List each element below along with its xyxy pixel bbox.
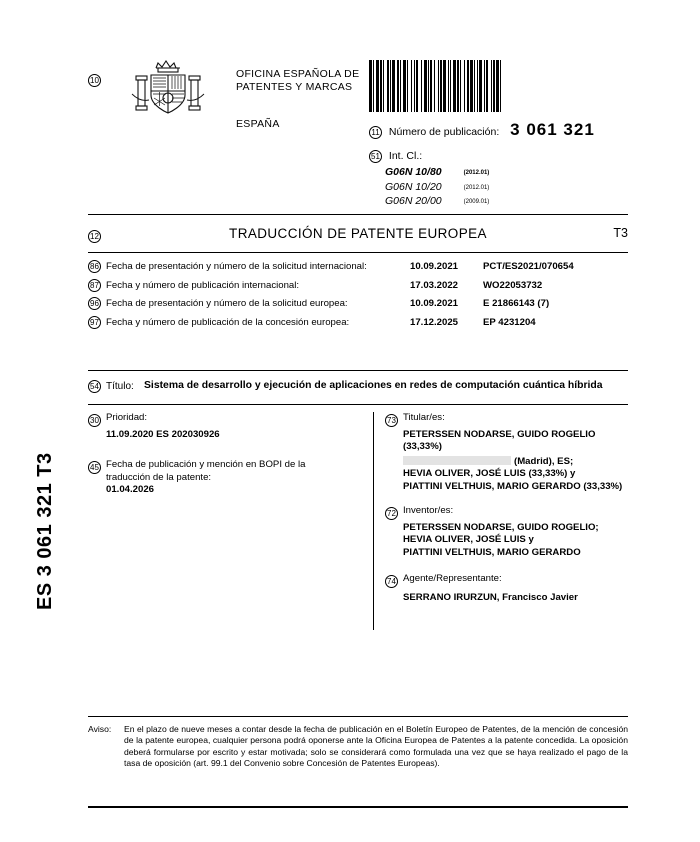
bopi-publication-field — [88, 459, 363, 497]
holders-label: Titular/es: — [403, 412, 445, 423]
spain-coat-of-arms-icon — [118, 58, 218, 120]
code-circle-86: 86 — [88, 260, 101, 273]
int-cl-entry — [385, 181, 489, 196]
document-kind-band — [88, 226, 628, 241]
filing-dates-table — [88, 258, 628, 332]
int-cl-label: Int. Cl.: — [388, 150, 423, 163]
code-circle-51: 51 — [369, 150, 382, 163]
inventor-line3: PIATTINI VELTHUIS, MARIO GERARDO — [403, 546, 581, 558]
row-label: Fecha de presentación y número de la solicitud europea: — [106, 298, 348, 309]
table-row — [88, 258, 628, 277]
code-circle-12: 12 — [88, 230, 101, 243]
int-cl-symbol: G06N 10/20 — [385, 180, 442, 193]
field-code-10 — [88, 72, 101, 90]
column-divider — [373, 412, 374, 630]
office-name — [236, 68, 359, 94]
publication-number-value: 3 061 321 — [510, 120, 595, 139]
int-cl-symbol: G06N 20/00 — [385, 195, 442, 207]
divider-below-notice — [88, 806, 628, 808]
agent-field — [385, 573, 628, 604]
publication-number-label: Número de publicación: — [388, 126, 500, 138]
barcode-icon — [369, 60, 627, 112]
office-name-line1: OFICINA ESPAÑOLA DE — [236, 68, 360, 80]
priority-field — [88, 412, 363, 441]
invention-title-value: Sistema de desarrollo y ejecución de aplicaciones en redes de computación cuántica híbrida — [144, 380, 603, 391]
table-row — [88, 277, 628, 296]
int-cl-entries — [385, 166, 489, 210]
row-number: E 21866143 (7) — [483, 298, 550, 309]
code-circle-96: 96 — [88, 297, 101, 310]
table-row — [88, 314, 628, 333]
row-date: 10.09.2021 — [410, 298, 459, 309]
priority-value: 11.09.2020 ES 202030926 — [106, 428, 220, 440]
holder-line3 — [403, 456, 628, 469]
country-name: ESPAÑA — [236, 118, 280, 130]
holder-line4: HEVIA OLIVER, JOSÉ LUIS (33,33%) y — [403, 468, 576, 479]
int-cl-version: (2012.01) — [463, 184, 490, 191]
code-circle-54: 54 — [88, 380, 101, 393]
inventor-line2: HEVIA OLIVER, JOSÉ LUIS y — [403, 534, 534, 545]
int-cl-entry — [385, 166, 489, 181]
int-cl-version: (2012.01) — [463, 170, 490, 176]
code-circle-11: 11 — [369, 126, 382, 139]
int-cl-symbol: G06N 10/80 — [385, 166, 442, 178]
right-column — [385, 412, 628, 614]
row-number: EP 4231204 — [483, 316, 536, 328]
code-circle-87: 87 — [88, 279, 101, 292]
row-date: 10.09.2021 — [410, 261, 459, 272]
divider-top — [88, 214, 628, 215]
holder-line2: (33,33%) — [403, 441, 442, 452]
code-circle-72: 72 — [385, 507, 398, 520]
left-column — [88, 412, 363, 507]
agent-value: SERRANO IRURZUN, Francisco Javier — [403, 591, 578, 603]
notice-label: Aviso: — [88, 724, 112, 734]
int-cl-field — [369, 150, 489, 210]
invention-title-label: Título: — [106, 381, 134, 392]
code-circle-97: 97 — [88, 316, 101, 329]
priority-label: Prioridad: — [106, 412, 148, 423]
bopi-label-line2: traducción de la patente: — [106, 471, 212, 483]
notice-text: En el plazo de nueve meses a contar desde la fecha de publicación en el Boletín Europeo de Patentes, de la mención de concesión de la patente europea, cualquier persona podrá oponerse ante la Oficina Europea de Patentes a la patente concedida. La oposición deberá formularse por escrito y estar motivada; solo se considerará como formulada una vez que se haya realizado el pago de la tasa de oposición (art. 99.1 del Convenio sobre Concesión de Patentes Europeas). — [124, 724, 628, 769]
holder-line5: PIATTINI VELTHUIS, MARIO GERARDO (33,33%) — [403, 480, 623, 492]
int-cl-entry — [385, 195, 489, 210]
code-circle-45: 45 — [88, 461, 101, 474]
office-name-line2: PATENTES Y MARCAS — [236, 81, 353, 93]
spine-document-id: ES 3 061 321 T3 — [34, 452, 56, 610]
divider-above-title — [88, 370, 628, 371]
table-row — [88, 295, 628, 314]
inventor-line1: PETERSSEN NODARSE, GUIDO ROGELIO; — [403, 521, 599, 533]
kind-code: T3 — [613, 226, 628, 240]
row-label: Fecha de presentación y número de la solicitud internacional: — [106, 261, 367, 272]
row-date: 17.03.2022 — [410, 279, 459, 291]
row-number: PCT/ES2021/070654 — [483, 261, 574, 272]
document-kind-title: TRADUCCIÓN DE PATENTE EUROPEA — [229, 226, 487, 241]
bopi-label-line1: Fecha de publicación y mención en BOPI de la — [106, 459, 306, 470]
code-circle-74: 74 — [385, 575, 398, 588]
bopi-value: 01.04.2026 — [106, 484, 155, 495]
row-label: Fecha y número de publicación internacional: — [106, 279, 300, 291]
inventors-label: Inventor/es: — [403, 505, 454, 516]
holder-line3-suffix: (Madrid), ES; — [514, 455, 574, 467]
row-number: WO22053732 — [483, 279, 543, 291]
holder-line1: PETERSSEN NODARSE, GUIDO ROGELIO — [403, 428, 596, 440]
parties-block — [88, 412, 628, 630]
code-circle: 10 — [88, 74, 101, 87]
divider-below-title — [88, 404, 628, 405]
holders-field — [385, 412, 628, 493]
code-circle-73: 73 — [385, 414, 398, 427]
redacted-address — [403, 456, 511, 465]
opposition-notice — [88, 724, 628, 770]
row-date: 17.12.2025 — [410, 316, 459, 328]
row-label: Fecha y número de publicación de la concesión europea: — [106, 316, 350, 328]
divider-under-band — [88, 252, 628, 253]
int-cl-version: (2009.01) — [463, 199, 490, 205]
publication-number-field — [369, 120, 595, 140]
inventors-field — [385, 505, 628, 559]
code-circle-30: 30 — [88, 414, 101, 427]
agent-label: Agente/Representante: — [403, 573, 502, 584]
divider-above-notice — [88, 716, 628, 717]
